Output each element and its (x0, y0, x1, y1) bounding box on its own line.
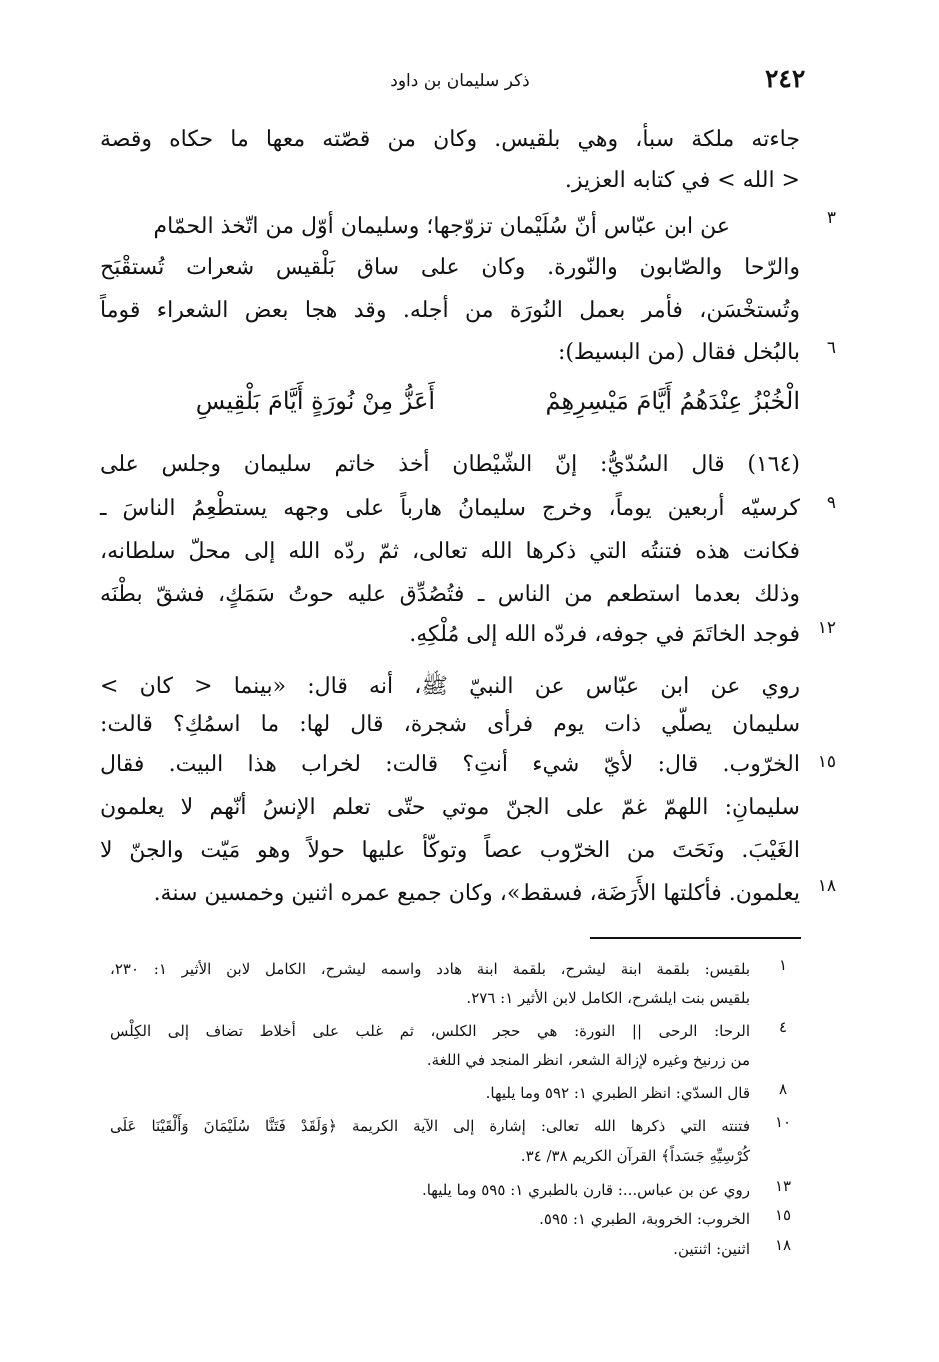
footnote-line: فتنته التي ذكرها الله تعالى: إشارة إلى الآية الكريمة ﴿وَلَقَدْ فَتَنَّا سُلَيْمَانَ وَأَلْقَيْنَا عَلَى (110, 1117, 750, 1135)
body-line: يعلمون. فأكلتها الأَرَضَة، فسقط»، وكان جميع عمره اثنين وخمسين سنة. (153, 881, 800, 906)
body-line: وذلك بعدما استطعم من الناس ـ فتُصُدِّق عليه حوتُ سَمَكٍ، فشقّ بطْنَه (100, 582, 800, 607)
footnote-ref: ١٣ (774, 1177, 792, 1195)
body-line: جاءته ملكة سبأ، وهي بلقيس. وكان من قصّته معها ما حكاه وقصة (100, 127, 800, 152)
body-line: سليمان يصلّي ذات يوم فرأى شجرة، قال لها: ما اسمُكِ؟ قالت: (100, 712, 800, 737)
footnote-line: اثنين: اثنتين. (673, 1240, 750, 1258)
running-title: ذكر سليمان بن داود (390, 71, 530, 91)
body-line: بالبُخل فقال (من البسيط): (557, 340, 800, 365)
body-line: كرسيّه أربعين يوماً، وخرج سليمانُ هارباً على وجهه يستطْعِمُ الناسَ ـ (100, 496, 800, 521)
body-line: والرّحا والصّابون والنّورة. وكان على ساق بَلْقيس شعرات تُستقْبَح (100, 255, 800, 280)
body-line: وتُستخْسَن، فأمر بعمل النُورَة من أجله. وقد هجا بعض الشعراء قوماً (100, 298, 800, 323)
footnote-ref: ٤ (778, 1018, 788, 1036)
body-line: (١٦٤) قال السُدّيُّ: إنّ الشّيْطان أخذ خاتم سليمان وجلس على (100, 452, 800, 477)
footnote-ref: ١٠ (774, 1113, 792, 1131)
body-line: < الله > في كتابه العزيز. (564, 168, 800, 193)
footnote-line: الرحا: الرحى || النورة: هي حجر الكلس، ثم غلب على أخلاط تضاف إلى الكِلْس (110, 1022, 750, 1040)
line-number: ١٥ (817, 752, 836, 772)
body-line: فكانت هذه فتنتُه التي ذكرها الله تعالى، ثمّ ردّه الله إلى محلّ سلطانه، (100, 539, 800, 564)
line-number: ٩ (826, 493, 836, 513)
footnote-ref: ٨ (778, 1080, 788, 1098)
body-line: فوجد الخاتَمَ في جوفه، فردّه الله إلى مُلْكِهِ. (409, 622, 800, 647)
body-line: الغَيْبَ. ونَحَتَ من الخرّوب عصاً وتوكّأ عليها حولاً وهو مَيّت والجنّ لا (100, 838, 800, 863)
footnote-line: قال السدّي: انظر الطبري ١: ٥٩٢ وما يليها. (485, 1084, 750, 1102)
body-line: عن ابن عبّاس أنّ سُلَيْمان تزوّجها؛ وسليمان أوّل من اتّخذ الحمّام (153, 214, 730, 239)
line-number: ١٢ (817, 618, 836, 638)
footnote-ref: ١٥ (774, 1206, 792, 1224)
footnote-line: كُرْسِيِّهِ جَسَداً﴾ القرآن الكريم ٣٨/ ٣٤. (520, 1147, 750, 1165)
footnote-line: بلقيس بنت ايلشرح، الكامل لابن الأثير ١: ٢٧٦. (466, 989, 750, 1007)
body-line: سليمانِ: اللهمّ غمّ على الجنّ موتي حتّى تعلم الإنسُ أنّهم لا يعلمون (100, 795, 800, 820)
line-number: ١٨ (817, 876, 836, 896)
body-line: الخرّوب. قال: لأيّ شيء أنتِ؟ قالت: لخراب هذا البيت. فقال (100, 752, 800, 777)
footnote-line: الخروب: الخروبة، الطبري ١: ٥٩٥. (539, 1210, 750, 1228)
verse-hemistich-2: أَعَزُّ مِنْ نُورَةٍ أَيَّامَ بَلْقِيسِ (195, 387, 435, 415)
footnote-ref: ١٨ (774, 1236, 792, 1254)
page-number: ٢٤٢ (765, 64, 806, 93)
footnote-line: من زرنيخ وغيره لإزالة الشعر، انظر المنجد في اللغة. (426, 1051, 750, 1069)
footnote-rule (590, 937, 801, 939)
line-number: ٣ (826, 208, 836, 228)
body-line: روي عن ابن عبّاس عن النبيّ ﷺ، أنه قال: «بينما < كان > (100, 674, 800, 699)
footnote-ref: ١ (778, 956, 788, 974)
verse-hemistich-1: الْخُبْزُ عِنْدَهُمُ أَيَّامَ مَيْسِرِهِمْ (545, 387, 800, 415)
line-number: ٦ (826, 338, 836, 358)
footnote-line: روي عن بن عباس...: قارن بالطبري ١: ٥٩٥ وما يليها. (421, 1181, 750, 1199)
footnote-line: بلقيس: بلقمة ابنة ليشرح، بلقمة ابنة هادد واسمه ليشرح، الكامل لابن الأثير ١: ٢٣٠، (110, 960, 750, 978)
